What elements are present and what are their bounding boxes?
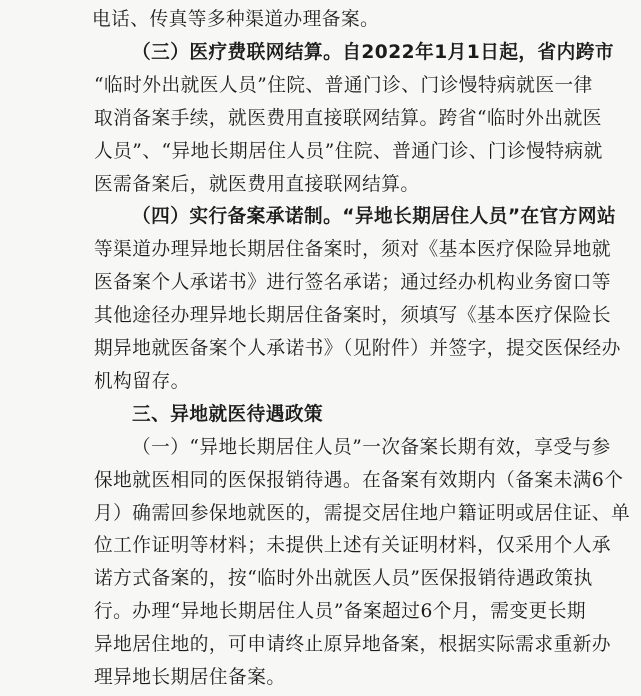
text-line-18: 诺方式备案的，按“临时外出就医人员”医保报销待遇政策执: [94, 567, 593, 589]
text-line-12: 机构留存。: [94, 370, 190, 392]
text-line-19: 行。办理“异地长期居住人员”备案超过6个月，需变更长期: [94, 600, 587, 622]
text-line-16: 月）确需回参保地就医的，需提交居住地户籍证明或居住证、单: [94, 502, 631, 524]
text-line-4: 取消备案手续，就医费用直接联网结算。跨省“临时外出就医: [94, 107, 602, 129]
text-line-1: 电话、传真等多种渠道办理备案。: [92, 8, 380, 30]
text-line-9: 医备案个人承诺书》进行签名承诺；通过经办机构业务窗口等: [94, 271, 612, 293]
text-line-17: 位工作证明等材料；未提供上述有关证明材料，仅采用个人承: [94, 534, 612, 556]
text-line-20: 异地居住地的，可申请终止原异地备案，根据实际需求重新办: [94, 633, 612, 655]
text-line-11: 期异地就医备案个人承诺书》（见附件）并签字，提交医保经办: [94, 337, 621, 359]
text-line-14: （一）“异地长期居住人员”一次备案长期有效，享受与参: [132, 436, 611, 458]
text-line-6: 医需备案后，就医费用直接联网结算。: [94, 173, 420, 195]
text-line-7: （四）实行备案承诺制。“异地长期居住人员”在官方网站: [132, 205, 617, 227]
text-line-5: 人员”、“异地长期居住人员”住院、普通门诊、门诊慢特病就: [94, 140, 603, 162]
text-line-15: 保地就医相同的医保报销待遇。在备案有效期内（备案未满6个: [94, 469, 624, 491]
text-line-21: 理异地长期居住备案。: [94, 666, 286, 688]
section-heading: 三、异地就医待遇政策: [132, 403, 324, 425]
text-line-10: 其他途径办理异地长期居住备案时，须填写《基本医疗保险长: [94, 304, 612, 326]
text-line-3: “临时外出就医人员”住院、普通门诊、门诊慢特病就医一律: [94, 74, 593, 96]
text-line-2: （三）医疗费联网结算。自2022年1月1日起，省内跨市: [132, 41, 614, 63]
text-line-8: 等渠道办理异地长期居住备案时，须对《基本医疗保险异地就: [94, 238, 612, 260]
